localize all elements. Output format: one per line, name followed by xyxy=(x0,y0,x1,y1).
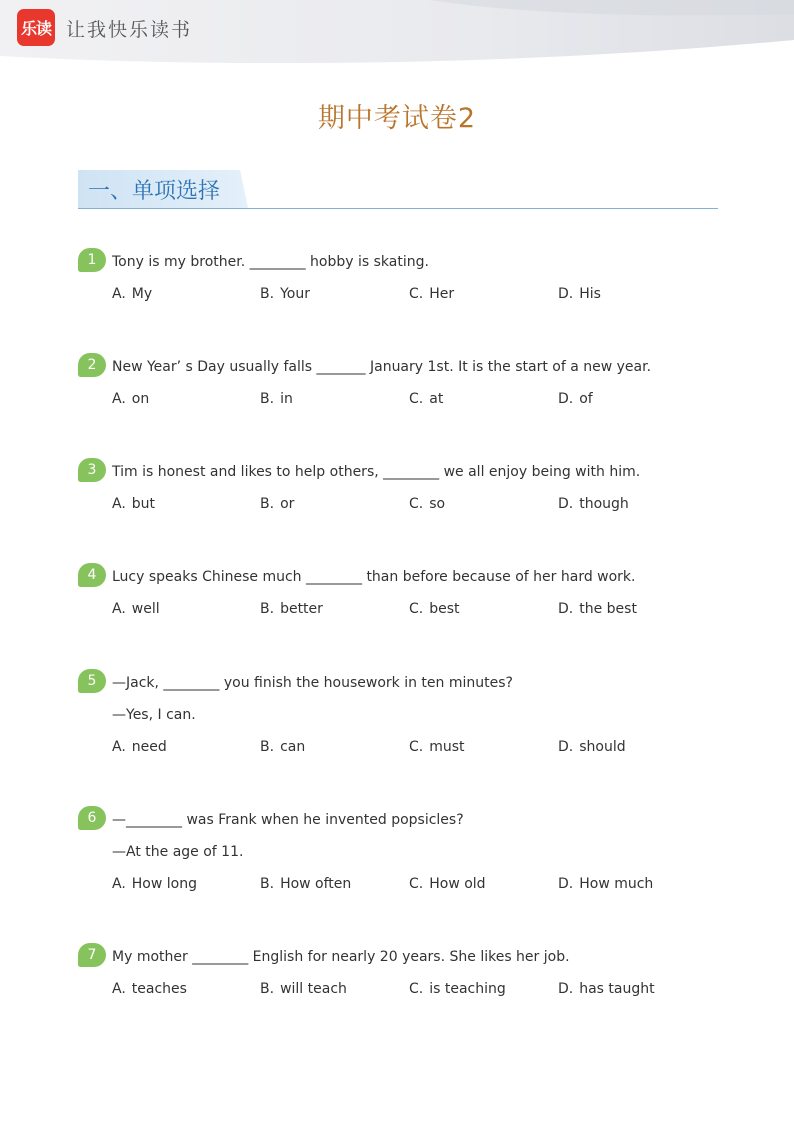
option-d[interactable] xyxy=(558,601,637,617)
document-title: 期中考试卷2 xyxy=(317,103,477,134)
option-text: well xyxy=(131,601,160,617)
option-d[interactable] xyxy=(558,391,593,407)
option-b[interactable] xyxy=(260,981,347,997)
option-label: A. xyxy=(112,876,126,892)
option-label: B. xyxy=(260,739,275,755)
option-c[interactable] xyxy=(409,496,445,512)
option-text: My xyxy=(131,286,153,302)
option-text: so xyxy=(429,496,446,512)
option-label: C. xyxy=(409,391,424,407)
option-text: How old xyxy=(429,876,486,892)
option-label: B. xyxy=(260,286,275,302)
question-stem: —Jack, ________ you finish the housework in ten minutes? xyxy=(112,675,513,691)
option-b[interactable] xyxy=(260,739,305,755)
option-label: B. xyxy=(260,601,275,617)
option-b[interactable] xyxy=(260,876,351,892)
option-c[interactable] xyxy=(409,391,443,407)
option-label: D. xyxy=(558,876,574,892)
option-label: A. xyxy=(112,496,126,512)
question-number-badge: 5 xyxy=(78,669,106,693)
option-a[interactable] xyxy=(112,496,155,512)
question-stem: Tim is honest and likes to help others, ________ we all enjoy being with him. xyxy=(112,464,641,480)
option-text: will teach xyxy=(280,981,347,997)
option-d[interactable] xyxy=(558,739,626,755)
question-number-badge: 4 xyxy=(78,563,106,587)
option-label: C. xyxy=(409,981,424,997)
option-text: Your xyxy=(280,286,310,302)
option-a[interactable] xyxy=(112,739,167,755)
brand-slogan: 让我快乐读书 xyxy=(66,19,193,41)
option-d[interactable] xyxy=(558,981,655,997)
option-text: should xyxy=(579,739,626,755)
option-a[interactable] xyxy=(112,391,149,407)
option-label: D. xyxy=(558,391,574,407)
question-stem: —________ was Frank when he invented popsicles? xyxy=(112,812,464,828)
option-b[interactable] xyxy=(260,496,294,512)
question-number-badge: 3 xyxy=(78,458,106,482)
option-text: has taught xyxy=(579,981,655,997)
question-stem: New Year’ s Day usually falls _______ January 1st. It is the start of a new year. xyxy=(112,359,652,375)
option-label: A. xyxy=(112,739,126,755)
option-label: C. xyxy=(409,496,424,512)
option-a[interactable] xyxy=(112,876,197,892)
option-text: teaches xyxy=(131,981,187,997)
question-number-badge: 7 xyxy=(78,943,106,967)
question-stem: My mother ________ English for nearly 20 years. She likes her job. xyxy=(112,949,570,965)
question-stem: Tony is my brother. ________ hobby is skating. xyxy=(112,254,429,270)
section-title: 一、单项选择 xyxy=(88,179,221,204)
option-text: is teaching xyxy=(429,981,506,997)
option-c[interactable] xyxy=(409,876,486,892)
option-label: D. xyxy=(558,739,574,755)
option-c[interactable] xyxy=(409,739,465,755)
option-text: the best xyxy=(579,601,637,617)
option-text: How often xyxy=(280,876,352,892)
option-d[interactable] xyxy=(558,496,629,512)
option-label: A. xyxy=(112,981,126,997)
option-text: need xyxy=(131,739,167,755)
option-text: in xyxy=(280,391,293,407)
question-stem-answer-line: —At the age of 11. xyxy=(112,844,244,860)
page-header xyxy=(0,0,794,70)
option-a[interactable] xyxy=(112,286,152,302)
option-label: A. xyxy=(112,286,126,302)
option-label: D. xyxy=(558,496,574,512)
option-c[interactable] xyxy=(409,286,454,302)
option-text: though xyxy=(579,496,629,512)
option-text: How long xyxy=(131,876,197,892)
option-text: How much xyxy=(579,876,654,892)
option-label: B. xyxy=(260,391,275,407)
option-label: D. xyxy=(558,601,574,617)
question-number-badge: 6 xyxy=(78,806,106,830)
section-header xyxy=(78,170,718,209)
option-label: C. xyxy=(409,601,424,617)
option-label: A. xyxy=(112,601,126,617)
option-c[interactable] xyxy=(409,981,506,997)
option-text: at xyxy=(429,391,444,407)
option-label: C. xyxy=(409,739,424,755)
option-text: but xyxy=(131,496,156,512)
option-text: on xyxy=(131,391,150,407)
option-text: of xyxy=(579,391,593,407)
option-label: A. xyxy=(112,391,126,407)
question-number-badge: 2 xyxy=(78,353,106,377)
option-text: or xyxy=(280,496,295,512)
option-label: D. xyxy=(558,981,574,997)
option-text: His xyxy=(579,286,601,302)
option-b[interactable] xyxy=(260,601,323,617)
option-label: C. xyxy=(409,876,424,892)
option-d[interactable] xyxy=(558,876,653,892)
option-d[interactable] xyxy=(558,286,601,302)
option-c[interactable] xyxy=(409,601,460,617)
option-text: can xyxy=(280,739,306,755)
option-text: Her xyxy=(429,286,455,302)
option-b[interactable] xyxy=(260,391,293,407)
brand-logo: 乐读 xyxy=(17,9,55,46)
option-a[interactable] xyxy=(112,981,187,997)
option-label: D. xyxy=(558,286,574,302)
question-stem: Lucy speaks Chinese much ________ than before because of her hard work. xyxy=(112,569,636,585)
option-a[interactable] xyxy=(112,601,160,617)
option-label: B. xyxy=(260,876,275,892)
option-b[interactable] xyxy=(260,286,310,302)
question-stem-answer-line: —Yes, I can. xyxy=(112,707,196,723)
option-text: best xyxy=(429,601,460,617)
option-text: must xyxy=(429,739,465,755)
option-text: better xyxy=(280,601,323,617)
option-label: C. xyxy=(409,286,424,302)
question-number-badge: 1 xyxy=(78,248,106,272)
option-label: B. xyxy=(260,981,275,997)
option-label: B. xyxy=(260,496,275,512)
